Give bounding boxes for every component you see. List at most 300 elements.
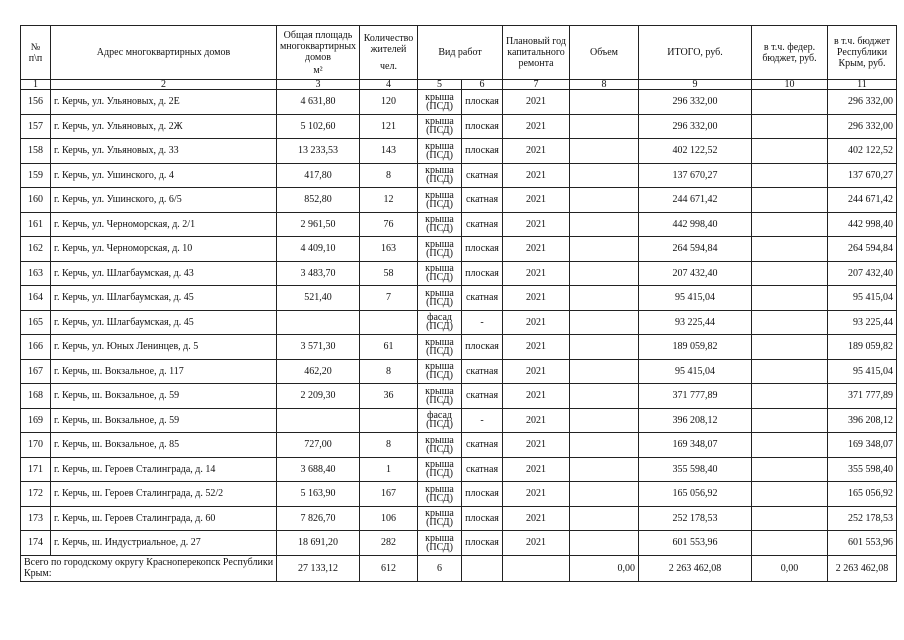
row-roof-type: скатная xyxy=(462,163,503,188)
header-area-unit: м² xyxy=(313,64,323,76)
row-volume xyxy=(570,286,639,311)
row-volume xyxy=(570,433,639,458)
row-residents xyxy=(360,408,418,433)
row-work-doc: (ПСД) xyxy=(426,370,453,382)
row-year: 2021 xyxy=(503,359,570,384)
row-residents: 8 xyxy=(360,359,418,384)
row-total: 396 208,12 xyxy=(639,408,752,433)
row-year: 2021 xyxy=(503,506,570,531)
header-number: № п\п xyxy=(21,26,51,80)
row-residents: 61 xyxy=(360,335,418,360)
row-roof-type: скатная xyxy=(462,212,503,237)
header-federal-budget: в т.ч. федер. бюджет, руб. xyxy=(752,26,828,80)
header-area xyxy=(277,26,360,80)
row-work-doc: (ПСД) xyxy=(426,100,453,112)
header-total: ИТОГО, руб. xyxy=(639,26,752,80)
row-work-doc: (ПСД) xyxy=(426,174,453,186)
row-area: 5 163,90 xyxy=(277,482,360,507)
row-federal xyxy=(752,261,828,286)
row-crimea: 264 594,84 xyxy=(828,237,897,262)
row-year: 2021 xyxy=(503,408,570,433)
column-number: 4 xyxy=(360,80,418,90)
row-residents: 106 xyxy=(360,506,418,531)
row-address: г. Керчь, ш. Вокзальное, д. 85 xyxy=(51,433,277,458)
row-federal xyxy=(752,90,828,115)
row-area: 3 571,30 xyxy=(277,335,360,360)
row-volume xyxy=(570,408,639,433)
row-number: 170 xyxy=(21,433,51,458)
row-number: 158 xyxy=(21,139,51,164)
row-year: 2021 xyxy=(503,212,570,237)
row-address: г. Керчь, ш. Вокзальное, д. 59 xyxy=(51,408,277,433)
row-total: 601 553,96 xyxy=(639,531,752,556)
row-crimea: 442 998,40 xyxy=(828,212,897,237)
row-year: 2021 xyxy=(503,384,570,409)
row-work-object: крыша xyxy=(425,116,454,128)
row-area: 18 691,20 xyxy=(277,531,360,556)
row-work-kind xyxy=(418,139,462,164)
row-number: 165 xyxy=(21,310,51,335)
row-roof-type: плоская xyxy=(462,90,503,115)
row-residents: 58 xyxy=(360,261,418,286)
totals-work-subtype xyxy=(462,555,503,581)
row-work-object: фасад xyxy=(426,410,452,422)
row-address: г. Керчь, ш. Индустриальное, д. 27 xyxy=(51,531,277,556)
row-work-object: крыша xyxy=(425,385,454,397)
row-federal xyxy=(752,482,828,507)
column-number: 10 xyxy=(752,80,828,90)
row-crimea: 396 208,12 xyxy=(828,408,897,433)
row-federal xyxy=(752,163,828,188)
row-work-doc: (ПСД) xyxy=(426,296,453,308)
row-total: 165 056,92 xyxy=(639,482,752,507)
row-year: 2021 xyxy=(503,114,570,139)
row-residents: 120 xyxy=(360,90,418,115)
row-number: 161 xyxy=(21,212,51,237)
row-year: 2021 xyxy=(503,310,570,335)
row-work-kind xyxy=(418,457,462,482)
header-row xyxy=(21,26,897,80)
totals-crimea: 2 263 462,08 xyxy=(828,555,897,581)
row-residents xyxy=(360,310,418,335)
row-address: г. Керчь, ш. Героев Сталинграда, д. 52/2 xyxy=(51,482,277,507)
row-work-kind xyxy=(418,384,462,409)
row-roof-type: плоская xyxy=(462,261,503,286)
row-roof-type: скатная xyxy=(462,286,503,311)
row-volume xyxy=(570,188,639,213)
table-row xyxy=(21,457,897,482)
row-total: 402 122,52 xyxy=(639,139,752,164)
row-crimea: 169 348,07 xyxy=(828,433,897,458)
row-year: 2021 xyxy=(503,90,570,115)
row-work-kind xyxy=(418,335,462,360)
row-federal xyxy=(752,212,828,237)
column-number: 1 xyxy=(21,80,51,90)
row-area xyxy=(277,310,360,335)
row-residents: 7 xyxy=(360,286,418,311)
table-row xyxy=(21,531,897,556)
row-federal xyxy=(752,408,828,433)
row-work-kind xyxy=(418,261,462,286)
table-row xyxy=(21,188,897,213)
row-number: 167 xyxy=(21,359,51,384)
row-work-object: крыша xyxy=(425,434,454,446)
row-number: 172 xyxy=(21,482,51,507)
row-work-doc: (ПСД) xyxy=(426,198,453,210)
table-row xyxy=(21,506,897,531)
row-residents: 76 xyxy=(360,212,418,237)
totals-year xyxy=(503,555,570,581)
row-volume xyxy=(570,90,639,115)
row-work-doc: (ПСД) xyxy=(426,223,453,235)
row-address: г. Керчь, ул. Шлагбаумская, д. 45 xyxy=(51,286,277,311)
row-number: 163 xyxy=(21,261,51,286)
header-address: Адрес многоквартирных домов xyxy=(51,26,277,80)
row-year: 2021 xyxy=(503,482,570,507)
table-row xyxy=(21,482,897,507)
row-work-kind xyxy=(418,433,462,458)
row-year: 2021 xyxy=(503,457,570,482)
row-volume xyxy=(570,506,639,531)
row-roof-type: скатная xyxy=(462,384,503,409)
row-work-kind xyxy=(418,286,462,311)
row-year: 2021 xyxy=(503,139,570,164)
row-area: 727,00 xyxy=(277,433,360,458)
column-number: 5 xyxy=(418,80,462,90)
row-area: 2 209,30 xyxy=(277,384,360,409)
row-crimea: 189 059,82 xyxy=(828,335,897,360)
totals-area: 27 133,12 xyxy=(277,555,360,581)
row-residents: 36 xyxy=(360,384,418,409)
row-volume xyxy=(570,457,639,482)
table-row xyxy=(21,408,897,433)
row-area: 852,80 xyxy=(277,188,360,213)
row-work-doc: (ПСД) xyxy=(426,492,453,504)
header-crimea-budget: в т.ч. бюджет Республики Крым, руб. xyxy=(828,26,897,80)
row-roof-type: плоская xyxy=(462,506,503,531)
row-work-object: крыша xyxy=(425,214,454,226)
row-area: 521,40 xyxy=(277,286,360,311)
row-work-object: крыша xyxy=(425,91,454,103)
row-volume xyxy=(570,531,639,556)
row-federal xyxy=(752,286,828,311)
row-number: 164 xyxy=(21,286,51,311)
row-total: 95 415,04 xyxy=(639,359,752,384)
row-crimea: 371 777,89 xyxy=(828,384,897,409)
row-work-kind xyxy=(418,114,462,139)
row-crimea: 296 332,00 xyxy=(828,90,897,115)
row-work-doc: (ПСД) xyxy=(426,149,453,161)
header-volume: Объем xyxy=(570,26,639,80)
row-volume xyxy=(570,384,639,409)
row-roof-type: скатная xyxy=(462,188,503,213)
header-plan-year: Плановый год капитального ремонта xyxy=(503,26,570,80)
row-area xyxy=(277,408,360,433)
row-address: г. Керчь, ул. Юных Ленинцев, д. 5 xyxy=(51,335,277,360)
row-volume xyxy=(570,163,639,188)
totals-works: 6 xyxy=(418,555,462,581)
row-roof-type: плоская xyxy=(462,482,503,507)
row-work-doc: (ПСД) xyxy=(426,345,453,357)
row-work-object: крыша xyxy=(425,532,454,544)
row-year: 2021 xyxy=(503,531,570,556)
capital-repair-table xyxy=(20,25,897,582)
row-crimea: 93 225,44 xyxy=(828,310,897,335)
budget-table-sheet xyxy=(20,25,897,582)
row-number: 174 xyxy=(21,531,51,556)
row-total: 371 777,89 xyxy=(639,384,752,409)
row-work-object: крыша xyxy=(425,238,454,250)
row-work-kind xyxy=(418,482,462,507)
table-row xyxy=(21,261,897,286)
totals-federal: 0,00 xyxy=(752,555,828,581)
row-work-kind xyxy=(418,212,462,237)
table-row xyxy=(21,114,897,139)
row-work-doc: (ПСД) xyxy=(426,125,453,137)
row-work-doc: (ПСД) xyxy=(426,419,453,431)
row-total: 296 332,00 xyxy=(639,114,752,139)
table-row xyxy=(21,335,897,360)
row-total: 95 415,04 xyxy=(639,286,752,311)
row-area: 2 961,50 xyxy=(277,212,360,237)
row-work-kind xyxy=(418,188,462,213)
totals-residents: 612 xyxy=(360,555,418,581)
row-work-kind xyxy=(418,310,462,335)
row-number: 169 xyxy=(21,408,51,433)
row-number: 166 xyxy=(21,335,51,360)
row-number: 156 xyxy=(21,90,51,115)
row-roof-type: - xyxy=(462,408,503,433)
row-crimea: 95 415,04 xyxy=(828,359,897,384)
row-work-kind xyxy=(418,237,462,262)
totals-row xyxy=(21,555,897,581)
row-total: 252 178,53 xyxy=(639,506,752,531)
row-work-kind xyxy=(418,163,462,188)
column-number: 11 xyxy=(828,80,897,90)
row-address: г. Керчь, ул. Черноморская, д. 10 xyxy=(51,237,277,262)
row-total: 355 598,40 xyxy=(639,457,752,482)
row-work-doc: (ПСД) xyxy=(426,321,453,333)
row-federal xyxy=(752,237,828,262)
row-federal xyxy=(752,531,828,556)
row-address: г. Керчь, ул. Ушинского, д. 4 xyxy=(51,163,277,188)
row-work-object: крыша xyxy=(425,336,454,348)
row-roof-type: - xyxy=(462,310,503,335)
row-address: г. Керчь, ул. Ульяновых, д. 2Ж xyxy=(51,114,277,139)
row-work-kind xyxy=(418,506,462,531)
row-volume xyxy=(570,139,639,164)
row-number: 160 xyxy=(21,188,51,213)
table-row xyxy=(21,359,897,384)
header-work-type: Вид работ xyxy=(418,26,503,80)
column-number: 7 xyxy=(503,80,570,90)
row-area: 4 631,80 xyxy=(277,90,360,115)
row-address: г. Керчь, ш. Вокзальное, д. 117 xyxy=(51,359,277,384)
row-roof-type: скатная xyxy=(462,433,503,458)
row-volume xyxy=(570,482,639,507)
row-address: г. Керчь, ш. Вокзальное, д. 59 xyxy=(51,384,277,409)
row-work-kind xyxy=(418,408,462,433)
row-total: 93 225,44 xyxy=(639,310,752,335)
row-residents: 12 xyxy=(360,188,418,213)
header-area-label: Общая площадь многоквартирных домов xyxy=(279,29,357,63)
row-total: 137 670,27 xyxy=(639,163,752,188)
column-number: 9 xyxy=(639,80,752,90)
row-federal xyxy=(752,359,828,384)
table-row xyxy=(21,163,897,188)
row-roof-type: скатная xyxy=(462,457,503,482)
totals-volume: 0,00 xyxy=(570,555,639,581)
row-work-object: крыша xyxy=(425,263,454,275)
row-federal xyxy=(752,335,828,360)
row-volume xyxy=(570,237,639,262)
row-residents: 121 xyxy=(360,114,418,139)
row-residents: 282 xyxy=(360,531,418,556)
row-total: 169 348,07 xyxy=(639,433,752,458)
row-federal xyxy=(752,188,828,213)
row-crimea: 601 553,96 xyxy=(828,531,897,556)
row-federal xyxy=(752,310,828,335)
row-work-object: крыша xyxy=(425,459,454,471)
table-row xyxy=(21,286,897,311)
row-work-doc: (ПСД) xyxy=(426,272,453,284)
row-work-kind xyxy=(418,90,462,115)
row-residents: 8 xyxy=(360,163,418,188)
row-crimea: 165 056,92 xyxy=(828,482,897,507)
row-work-object: крыша xyxy=(425,165,454,177)
row-crimea: 402 122,52 xyxy=(828,139,897,164)
row-residents: 1 xyxy=(360,457,418,482)
row-federal xyxy=(752,139,828,164)
table-row xyxy=(21,433,897,458)
row-volume xyxy=(570,114,639,139)
row-work-doc: (ПСД) xyxy=(426,443,453,455)
row-residents: 167 xyxy=(360,482,418,507)
row-crimea: 296 332,00 xyxy=(828,114,897,139)
row-address: г. Керчь, ул. Ушинского, д. 6/5 xyxy=(51,188,277,213)
column-number: 6 xyxy=(462,80,503,90)
row-roof-type: скатная xyxy=(462,359,503,384)
row-area: 462,20 xyxy=(277,359,360,384)
row-total: 442 998,40 xyxy=(639,212,752,237)
column-number-row xyxy=(21,80,897,90)
row-work-object: фасад xyxy=(426,312,452,324)
row-year: 2021 xyxy=(503,286,570,311)
row-address: г. Керчь, ш. Героев Сталинграда, д. 14 xyxy=(51,457,277,482)
row-year: 2021 xyxy=(503,433,570,458)
row-roof-type: плоская xyxy=(462,531,503,556)
row-volume xyxy=(570,359,639,384)
row-area: 4 409,10 xyxy=(277,237,360,262)
header-residents-label: Количество жителей xyxy=(363,33,414,55)
row-year: 2021 xyxy=(503,237,570,262)
row-number: 168 xyxy=(21,384,51,409)
row-year: 2021 xyxy=(503,261,570,286)
totals-label: Всего по городскому округу Красноперекопск Республики Крым: xyxy=(21,555,277,581)
row-roof-type: плоская xyxy=(462,335,503,360)
row-address: г. Керчь, ул. Шлагбаумская, д. 43 xyxy=(51,261,277,286)
table-row xyxy=(21,90,897,115)
row-year: 2021 xyxy=(503,335,570,360)
row-work-kind xyxy=(418,359,462,384)
row-work-object: крыша xyxy=(425,287,454,299)
row-work-doc: (ПСД) xyxy=(426,541,453,553)
row-area: 5 102,60 xyxy=(277,114,360,139)
row-total: 189 059,82 xyxy=(639,335,752,360)
row-federal xyxy=(752,433,828,458)
row-address: г. Керчь, ул. Черноморская, д. 2/1 xyxy=(51,212,277,237)
table-row xyxy=(21,237,897,262)
row-work-doc: (ПСД) xyxy=(426,394,453,406)
table-body xyxy=(21,90,897,556)
row-crimea: 244 671,42 xyxy=(828,188,897,213)
row-federal xyxy=(752,114,828,139)
totals-total: 2 263 462,08 xyxy=(639,555,752,581)
row-address: г. Керчь, ул. Ульяновых, д. 2Е xyxy=(51,90,277,115)
row-roof-type: плоская xyxy=(462,114,503,139)
row-roof-type: плоская xyxy=(462,237,503,262)
row-federal xyxy=(752,457,828,482)
row-work-object: крыша xyxy=(425,483,454,495)
row-residents: 163 xyxy=(360,237,418,262)
row-work-doc: (ПСД) xyxy=(426,517,453,529)
row-total: 244 671,42 xyxy=(639,188,752,213)
column-number: 8 xyxy=(570,80,639,90)
row-address: г. Керчь, ул. Шлагбаумская, д. 45 xyxy=(51,310,277,335)
row-volume xyxy=(570,261,639,286)
row-total: 207 432,40 xyxy=(639,261,752,286)
row-volume xyxy=(570,310,639,335)
row-work-object: крыша xyxy=(425,189,454,201)
table-row xyxy=(21,310,897,335)
row-area: 13 233,53 xyxy=(277,139,360,164)
row-address: г. Керчь, ш. Героев Сталинграда, д. 60 xyxy=(51,506,277,531)
row-crimea: 207 432,40 xyxy=(828,261,897,286)
row-number: 157 xyxy=(21,114,51,139)
row-work-object: крыша xyxy=(425,140,454,152)
header-residents xyxy=(360,26,418,80)
row-total: 296 332,00 xyxy=(639,90,752,115)
row-work-doc: (ПСД) xyxy=(426,468,453,480)
row-crimea: 95 415,04 xyxy=(828,286,897,311)
column-number: 3 xyxy=(277,80,360,90)
row-crimea: 137 670,27 xyxy=(828,163,897,188)
row-work-kind xyxy=(418,531,462,556)
row-number: 171 xyxy=(21,457,51,482)
row-total: 264 594,84 xyxy=(639,237,752,262)
row-area: 417,80 xyxy=(277,163,360,188)
row-residents: 143 xyxy=(360,139,418,164)
row-address: г. Керчь, ул. Ульяновых, д. 33 xyxy=(51,139,277,164)
row-roof-type: плоская xyxy=(462,139,503,164)
row-work-doc: (ПСД) xyxy=(426,247,453,259)
table-row xyxy=(21,384,897,409)
row-area: 7 826,70 xyxy=(277,506,360,531)
row-work-object: крыша xyxy=(425,508,454,520)
row-number: 173 xyxy=(21,506,51,531)
table-row xyxy=(21,212,897,237)
row-year: 2021 xyxy=(503,163,570,188)
row-federal xyxy=(752,506,828,531)
row-crimea: 252 178,53 xyxy=(828,506,897,531)
row-number: 162 xyxy=(21,237,51,262)
row-federal xyxy=(752,384,828,409)
row-area: 3 483,70 xyxy=(277,261,360,286)
row-volume xyxy=(570,335,639,360)
table-row xyxy=(21,139,897,164)
row-area: 3 688,40 xyxy=(277,457,360,482)
row-year: 2021 xyxy=(503,188,570,213)
